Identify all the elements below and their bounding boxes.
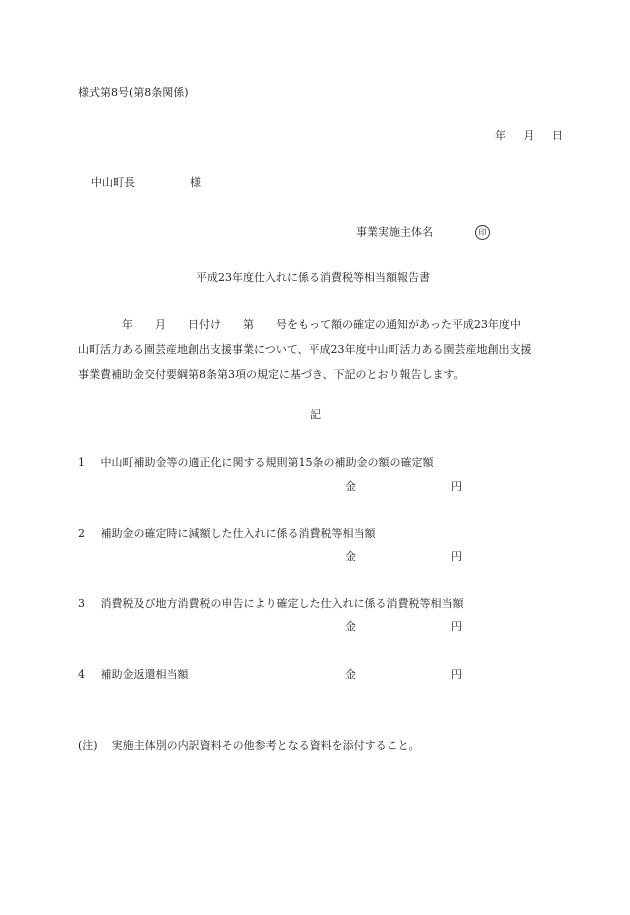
- item-4-amount: [345, 668, 462, 682]
- item-2: [78, 527, 376, 541]
- seal-mark: 印: [475, 225, 490, 240]
- body-paragraph: [78, 312, 558, 387]
- addressee-honorific: 様: [190, 176, 201, 189]
- kin-label: 金: [345, 620, 356, 633]
- date-line: [495, 129, 563, 143]
- form-id: 様式第8号(第8条関係): [78, 86, 189, 99]
- body-line: 山町活力ある園芸産地創出支援事業について、平成23年度中山町活力ある園芸産地創出支援: [78, 343, 532, 356]
- yen-label: 円: [451, 550, 462, 563]
- document-title: 平成23年度仕入れに係る消費税等相当額報告書: [196, 271, 430, 284]
- item-4: [78, 668, 189, 682]
- item-label: 消費税及び地方消費税の申告により確定した仕入れに係る消費税等相当額: [100, 597, 464, 610]
- body-line: 事業費補助金交付要綱第8条第3項の規定に基づき、下記のとおり報告します。: [78, 368, 465, 381]
- note: [78, 739, 420, 753]
- item-number: 4: [78, 668, 85, 681]
- item-number: 1: [78, 456, 85, 469]
- yen-label: 円: [451, 480, 462, 493]
- yen-label: 円: [451, 620, 462, 633]
- date-month: 月: [523, 129, 535, 142]
- applicant: [356, 225, 490, 240]
- item-label: 中山町補助金等の適正化に関する規則第15条の補助金の額の確定額: [100, 456, 434, 469]
- yen-label: 円: [451, 668, 462, 681]
- item-label: 補助金の確定時に減額した仕入れに係る消費税等相当額: [100, 527, 376, 540]
- addressee-name: 中山町長: [91, 176, 135, 189]
- ki-heading: 記: [310, 408, 321, 421]
- item-3-amount: [345, 620, 462, 634]
- item-1: [78, 456, 434, 470]
- kin-label: 金: [345, 550, 356, 563]
- item-label: 補助金返還相当額: [100, 668, 189, 681]
- date-year: 年: [495, 129, 506, 142]
- applicant-label: 事業実施主体名: [356, 225, 433, 239]
- item-2-amount: [345, 550, 462, 564]
- item-3: [78, 597, 464, 611]
- item-number: 3: [78, 597, 85, 610]
- kin-label: 金: [345, 668, 356, 681]
- item-1-amount: [345, 480, 462, 494]
- body-line: 年 月 日付け 第 号をもって額の確定の通知があった平成23年度中: [78, 318, 521, 331]
- kin-label: 金: [345, 480, 356, 493]
- date-day: 日: [552, 129, 563, 142]
- note-text: 実施主体別の内訳資料その他参考となる資料を添付すること。: [111, 739, 420, 752]
- addressee: [91, 176, 201, 190]
- item-number: 2: [78, 527, 85, 540]
- note-prefix: (注): [78, 739, 98, 752]
